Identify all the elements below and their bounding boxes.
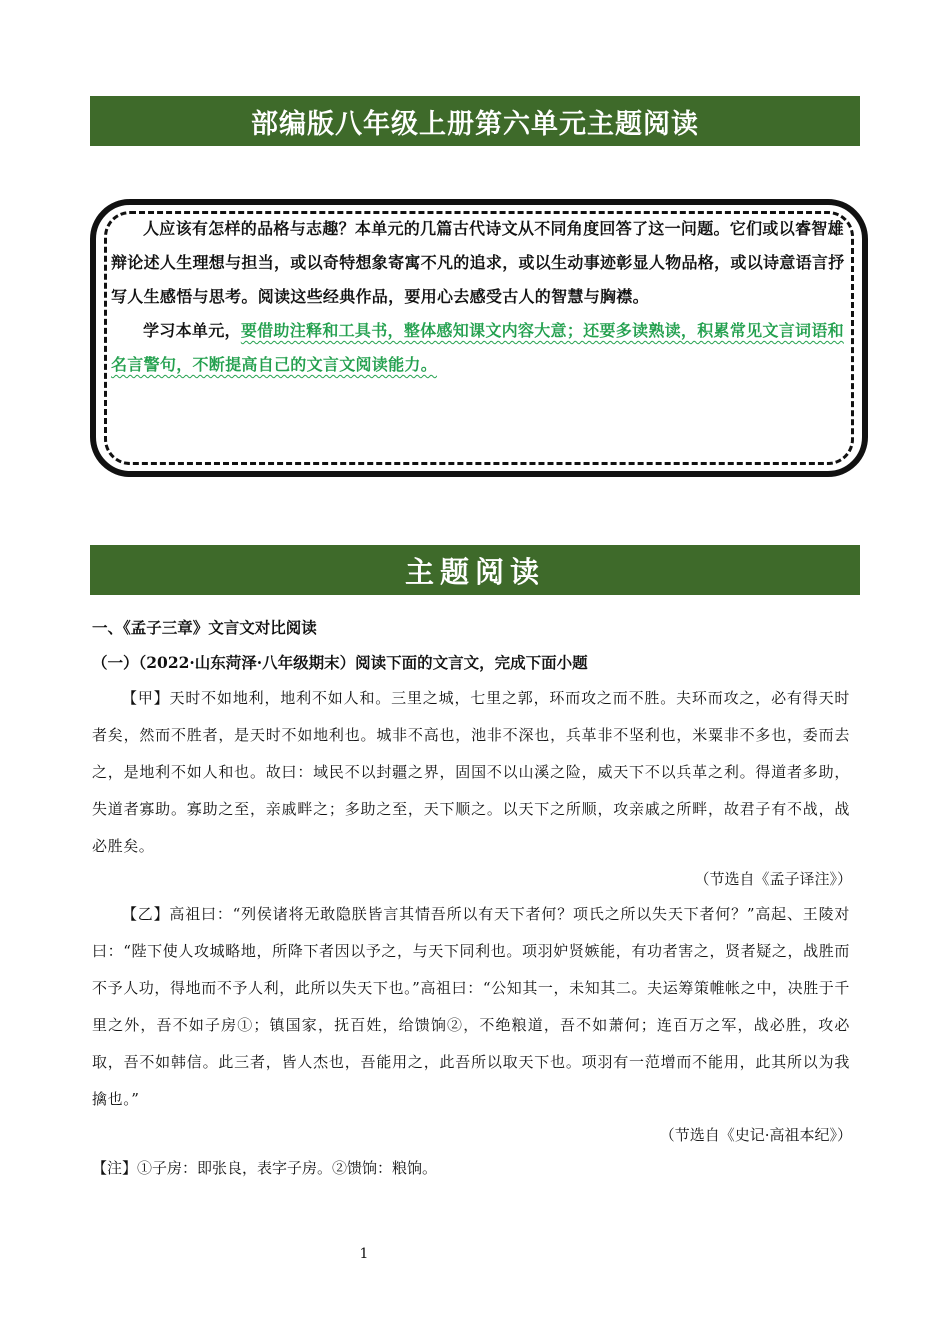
intro-paragraph: 人应该有怎样的品格与志趣？本单元的几篇古代诗文从不同角度回答了这一问题。它们或以睿智雄辩论述人生理想与担当，或以奇特想象寄寓不凡的追求，或以生动事迹彰显人物品格，或以诗意语言抒写人生感悟与思考。阅读这些经典作品，要用心去感受古人的智慧与胸襟。 (111, 219, 845, 306)
passage-jia-text: 【甲】天时不如地利，地利不如人和。三里之城，七里之郭，环而攻之而不胜。夫环而攻之，必有得天时者矣，然而不胜者，是天时不如地利也。城非不高也，池非不深也，兵革非不坚利也，米粟非不多也，委而去之，是地利不如人和也。故曰：域民不以封疆之界，固国不以山溪之险，威天下不以兵革之利。得道者多助，失道者寡助。寡助之至，亲戚畔之；多助之至，天下顺之。以天下之所顺，攻亲戚之所畔，故君子有不战，战必胜矣。 (92, 689, 850, 855)
annotation-note: 【注】①子房：即张良，表字子房。②馈饷：粮饷。 (92, 1159, 438, 1177)
unit-introduction (111, 212, 846, 382)
passage-yi (92, 896, 850, 1118)
document-title: 部编版八年级上册第六单元主题阅读 (251, 108, 699, 140)
page-number: 1 (359, 1246, 369, 1262)
intro-study-highlight: 要借助注释和工具书，整体感知课文内容大意；还要多读熟读，积累常见文言词语和名言警句，不断提高自己的文言文阅读能力。 (111, 321, 844, 374)
passage-yi-text: 【乙】高祖曰：“列侯诸将无敢隐朕皆言其情吾所以有天下者何？项氏之所以失天下者何？”高起、王陵对曰：“陛下使人攻城略地，所降下者因以予之，与天下同利也。项羽妒贤嫉能，有功者害之，贤者疑之，战胜而不予人功，得地而不予人利，此所以失天下也。”高祖曰：“公知其一，未知其二。夫运筹策帷帐之中，决胜于千里之外，吾不如子房①；镇国家，抚百姓，给馈饷②，不绝粮道，吾不如萧何；连百万之军，战必胜，攻必取，吾不如韩信。此三者，皆人杰也，吾能用之，此吾所以取天下也。项羽有一范增而不能用，此其所以为我擒也。” (92, 905, 850, 1108)
theme-reading-title: 主题阅读 (404, 554, 545, 589)
theme-reading-banner (90, 545, 860, 595)
intro-study-prefix: 学习本单元， (143, 321, 241, 340)
question-subheading: （一）（2022·山东菏泽·八年级期末）阅读下面的文言文，完成下面小题 (92, 653, 588, 672)
intro-paragraph-study (111, 314, 846, 382)
section-heading: 一、《孟子三章》文言文对比阅读 (92, 618, 317, 637)
passage-jia-source: （节选自《孟子译注》） (694, 870, 852, 888)
passage-jia (92, 680, 850, 865)
passage-yi-source: （节选自《史记·高祖本纪》） (659, 1126, 852, 1144)
document-title-banner (90, 96, 860, 146)
